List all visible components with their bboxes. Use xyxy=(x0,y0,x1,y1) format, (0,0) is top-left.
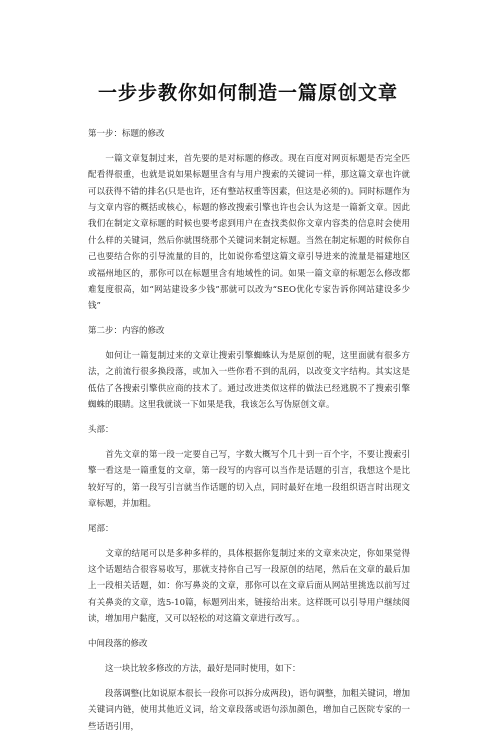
document-title: 一步步教你如何制造一篇原创文章 xyxy=(97,82,398,104)
section-heading: 第二步：内容的修改 xyxy=(88,326,165,337)
body-paragraph: 段落调整(比如说原本很长一段你可以拆分成两段)，语句调整，加粗关键词，增加关键词内链，使用其他近义词，给文章段落或语句添加颜色，增加自己医院专家的一些话语引用， xyxy=(88,688,410,732)
body-paragraph: 首先文章的第一段一定要自己写，字数大概写个几十到一百个字，不要让搜索引擎一看这是一篇重复的文章，第一段写的内容可以当作是话题的引言，我想这个是比较好写的，第一段写引言就当作话题的切入点，同时最好在地一段组织语言时出现文章标题，并加粗。 xyxy=(88,449,410,510)
body-paragraph: 文章的结尾可以是多种多样的，具体根据你复制过来的文章来决定，你如果觉得这个话题结合很容易收写，那就支持你自己写一段原创的结尾，然后在文章的最后加上一段相关话题，如：你写鼻炎的文章，那你可以在文章后面从网站里挑选以前写过有关鼻炎的文章，选5-10篇，标题列出来，链接给出来。这样既可以引导用户继续阅读，增加用户黏度，又可以轻松的对这篇文章进行改写。。 xyxy=(88,548,410,625)
subsection-heading: 头部： xyxy=(88,425,114,436)
body-paragraph: 这一块比较多修改的方法，最好是同时使用，如下： xyxy=(88,663,301,674)
subsection-heading: 中间段落的修改 xyxy=(88,639,148,650)
document-body xyxy=(88,126,410,743)
body-paragraph: 如何让一篇复制过来的文章让搜索引擎蜘蛛认为是原创的呢，这里面就有很多方法，之前流行很多换段落，或加入一些你看不到的乱码，以改变文字结构。其实这是低估了各搜索引擎供应商的技术了。通过改进类似这样的做法已经逃脱不了搜索引擎蜘蛛的眼睛。这里我就谈一下如果是我，我该怎么写伪原创文章。 xyxy=(88,351,410,411)
subsection-heading: 尾部： xyxy=(88,523,114,534)
section-heading: 第一步：标题的修改 xyxy=(88,129,165,139)
body-paragraph: 一篇文章复制过来，首先要的是对标题的修改。现在百度对网页标题是否完全匹配看得很重，也就是说如果标题里含有与用户搜索的关键词一样，那这篇文章也许就可以获得不错的排名(只是也许，还有整站权重等因素，但这是必须的)。同时标题作为与文章内容的概括或核心，标题的修改搜索引擎也许也会认为这是一篇新文章。因此我们在制定文章标题的时候也要考虑到用户在查找类似你文章内容类的信息时会使用什么样的关键词，然后你就围绕那个关键词来制定标题。当然在制定标题的时候你自己也要结合你的引导流量的目的，比如说你希望这篇文章引导进来的流量是福建地区或福州地区的，那你可以在标题里含有地域性的词。如果一篇文章的标题怎么修改都难复度很高，如“网站建设多少钱”那就可以改为“SEO优化专家告诉你网站建设多少钱” xyxy=(88,153,410,312)
